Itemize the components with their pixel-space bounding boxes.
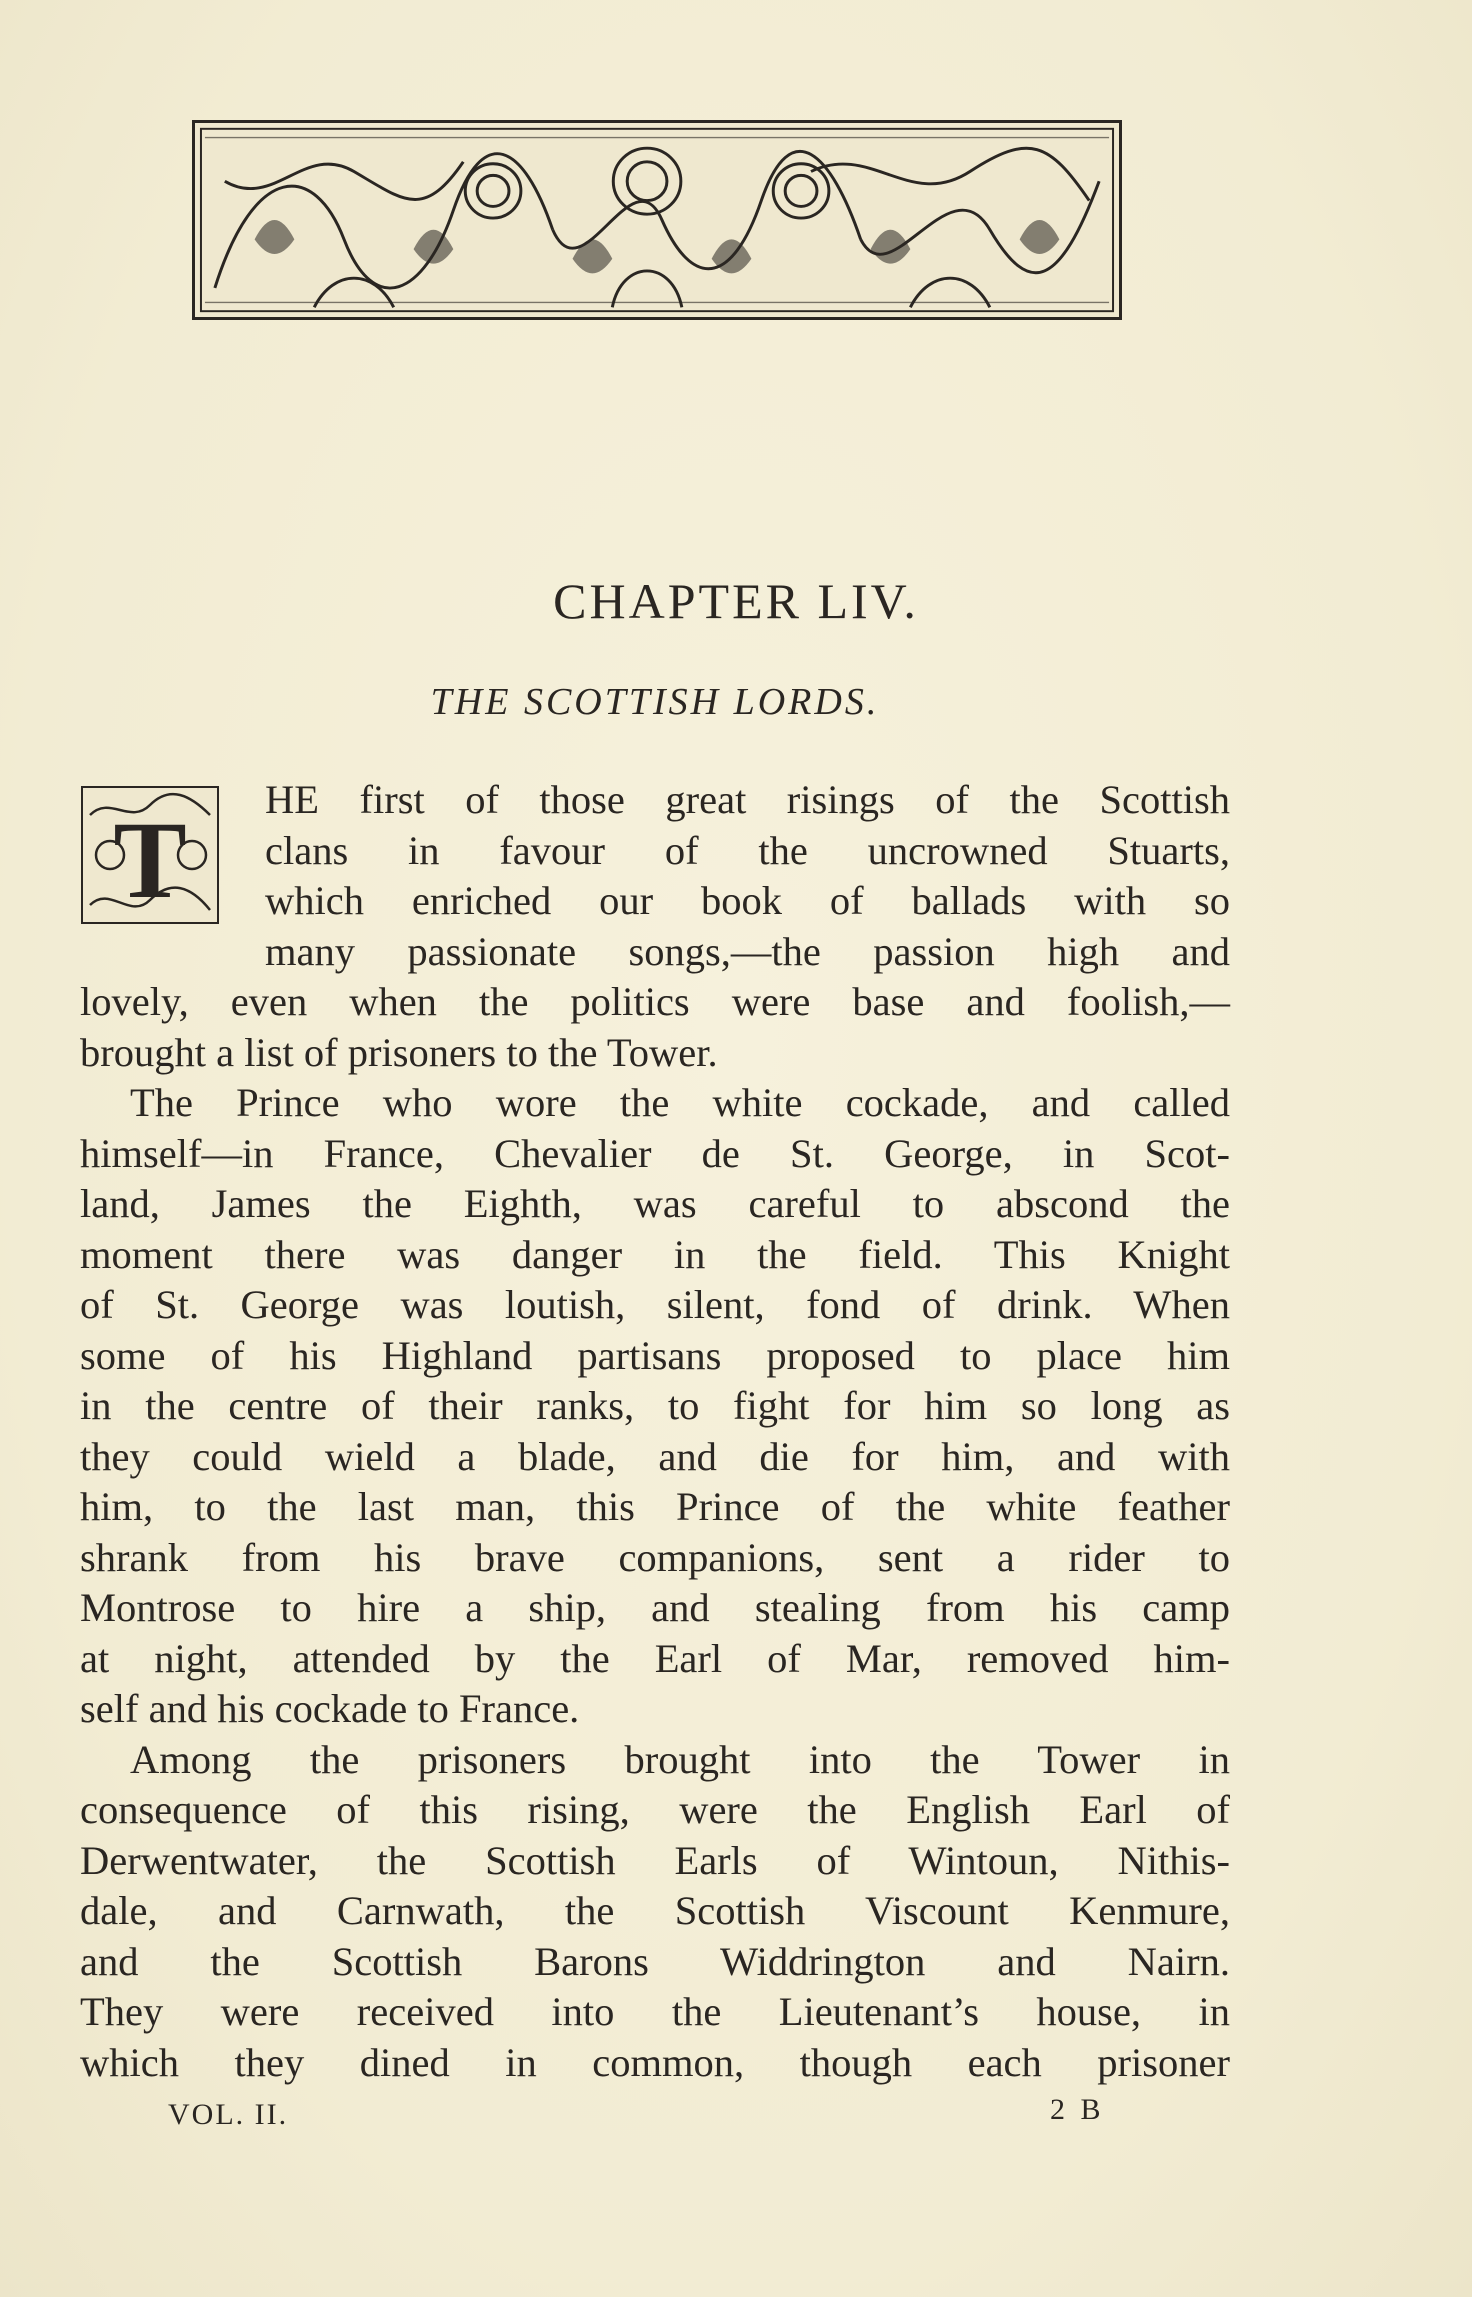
text-line: self and his cockade to France. [80,1686,580,1731]
text-line: consequence of this rising, were the English Earl of [80,1787,1230,1832]
text-line: clans in favour of the uncrowned Stuarts, [265,827,1230,873]
headpiece-ornament-icon [195,123,1119,317]
text-line: lovely, even when the politics were base and foolish,— [80,979,1230,1024]
text-line: HE first of those great risings of the Scottish [265,777,1230,822]
chapter-title: THE SCOTTISH LORDS. [430,681,880,723]
text-line: him, to the last man, this Prince of the white feather [80,1484,1230,1529]
text-line: They were received into the Lieutenant’s house, in [80,1989,1230,2034]
text-line: moment there was danger in the field. This Knight [80,1231,1230,1277]
text-line: land, James the Eighth, was careful to abscond the [80,1181,1230,1226]
text-line: brought a list of prisoners to the Tower. [80,1029,718,1075]
text-line: Montrose to hire a ship, and stealing from his camp [80,1585,1230,1630]
text-line: at night, attended by the Earl of Mar, removed him- [80,1635,1230,1681]
text-line: which they dined in common, though each prisoner [80,2039,1230,2085]
text-line: of St. George was loutish, silent, fond of drink. When [80,1282,1230,1327]
text-line: shrank from his brave companions, sent a rider to [80,1534,1230,1580]
ornamental-headpiece [192,120,1122,320]
body-text [80,775,1230,2088]
text-line: and the Scottish Barons Widdrington and Nairn. [80,1938,1230,1984]
text-line: in the centre of their ranks, to fight for him so long as [80,1383,1230,1428]
text-line: The Prince who wore the white cockade, and called [130,1080,1230,1125]
text-line: Derwentwater, the Scottish Earls of Wintoun, Nithis- [80,1837,1230,1883]
footer-signature-mark: 2 B [1050,2093,1105,2126]
text-line: many passionate songs,—the passion high and [265,928,1230,974]
chapter-number-heading: CHAPTER LIV. [553,573,919,629]
text-line: himself—in France, Chevalier de St. George, in Scot- [80,1130,1230,1176]
text-line: which enriched our book of ballads with so [265,878,1230,923]
text-line: some of his Highland partisans proposed to place him [80,1332,1230,1378]
drop-cap-letter: T [113,799,187,921]
text-line: dale, and Carnwath, the Scottish Viscount Kenmure, [80,1888,1230,1933]
footer-volume: VOL. II. [168,2098,289,2131]
text-line: Among the prisoners brought into the Tower in [130,1736,1230,1782]
text-line: they could wield a blade, and die for him, and with [80,1433,1230,1479]
